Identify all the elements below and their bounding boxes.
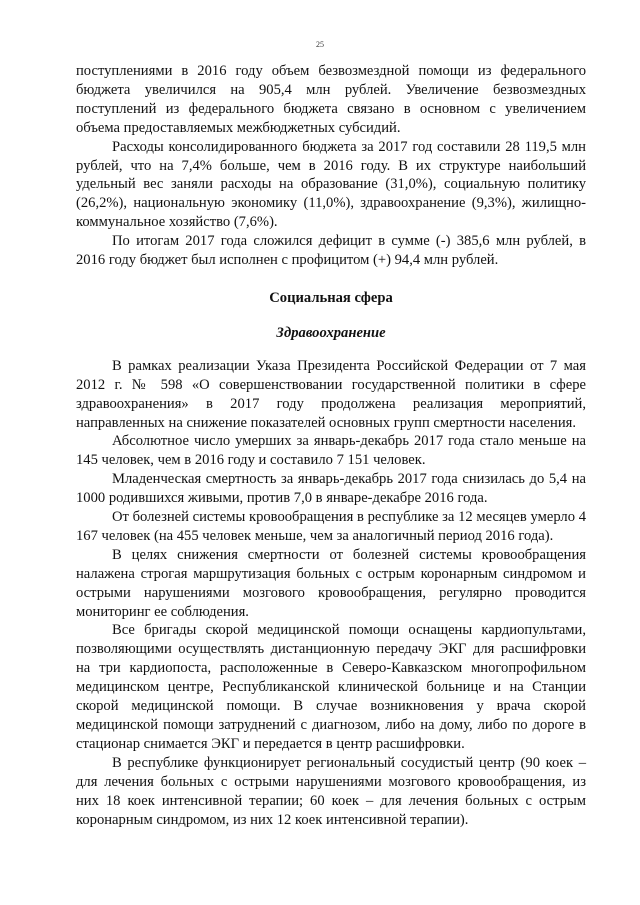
page-number: 25 (316, 40, 324, 49)
paragraph-budget-continuation: поступлениями в 2016 году объем безвозмездной помощи из федерального бюджета увеличился на 905,4 млн рублей. Увеличение безвозмездных поступлений из федерального бюджета связано в основном с увеличением объема предоставляемых межбюджетных субсидий. (76, 63, 586, 136)
paragraph-decree: В рамках реализации Указа Президента Российской Федерации от 7 мая 2012 г. № 598 «О совершенствовании государственной политики в сфере здравоохранения» в 2017 году продолжена реализация мероприятий, направленных на снижение показателей основных групп смертности населения. (76, 357, 586, 431)
paragraph-circulatory-deaths: От болезней системы кровообращения в республике за 12 месяцев умерло 4 167 человек (на 455 человек меньше, чем за аналогичный период 2016 года). (76, 509, 586, 544)
paragraph-routing: В целях снижения смертности от болезней системы кровообращения налажена строгая маршрутизация больных с острым коронарным синдромом и острыми нарушениями мозгового кровообращения, регулярно проводится мониторинг ее соблюдения. (76, 546, 586, 620)
paragraph-vascular-center: В республике функционирует региональный сосудистый центр (90 коек – для лечения больных с острыми нарушениями мозгового кровообращения, из них 18 коек интенсивной терапии; 60 коек – для лечения больных с острым коронарным синдромом, из них 12 коек интенсивной терапии). (76, 754, 586, 828)
page-body (76, 62, 586, 829)
section-title: Социальная сфера (269, 289, 393, 306)
paragraph-budget-expenses: Расходы консолидированного бюджета за 2017 год составили 28 119,5 млн рублей, что на 7,4% больше, чем в 2016 году. В их структуре наибольший удельный вес заняли расходы на образование (31,0%), социальную политику (26,2%), национальную экономику (11,0%), здравоохранение (9,3%), жилищно-коммунальное хозяйство (7,6%). (76, 138, 586, 231)
paragraph-budget-deficit: По итогам 2017 года сложился дефицит в сумме (-) 385,6 млн рублей, в 2016 году бюджет был исполнен с профицитом (+) 94,4 млн рублей. (76, 233, 586, 269)
paragraph-mortality: Абсолютное число умерших за январь-декабрь 2017 года стало меньше на 145 человек, чем в 2016 году и составило 7 151 человек. (76, 433, 586, 469)
paragraph-ambulance-ecg: Все бригады скорой медицинской помощи оснащены кардиопультами, позволяющими осуществлять дистанционную передачу ЭКГ для расшифровки на три кардиопоста, расположенные в Северо-Кавказском многопрофильном медицинском центре, Республиканской клинической больнице и на Станции скорой медицинской помощи. В случае возникновения у врача скорой медицинской помощи затруднений с диагнозом, либо на дому, либо по дороге в стационар снимается ЭКГ и передается в центр расшифровки. (76, 622, 586, 752)
paragraph-infant-mortality: Младенческая смертность за январь-декабрь 2017 года снизилась до 5,4 на 1000 родившихся живыми, против 7,0 в январе-декабре 2016 года. (76, 471, 586, 507)
subsection-title: Здравоохранение (276, 324, 386, 341)
